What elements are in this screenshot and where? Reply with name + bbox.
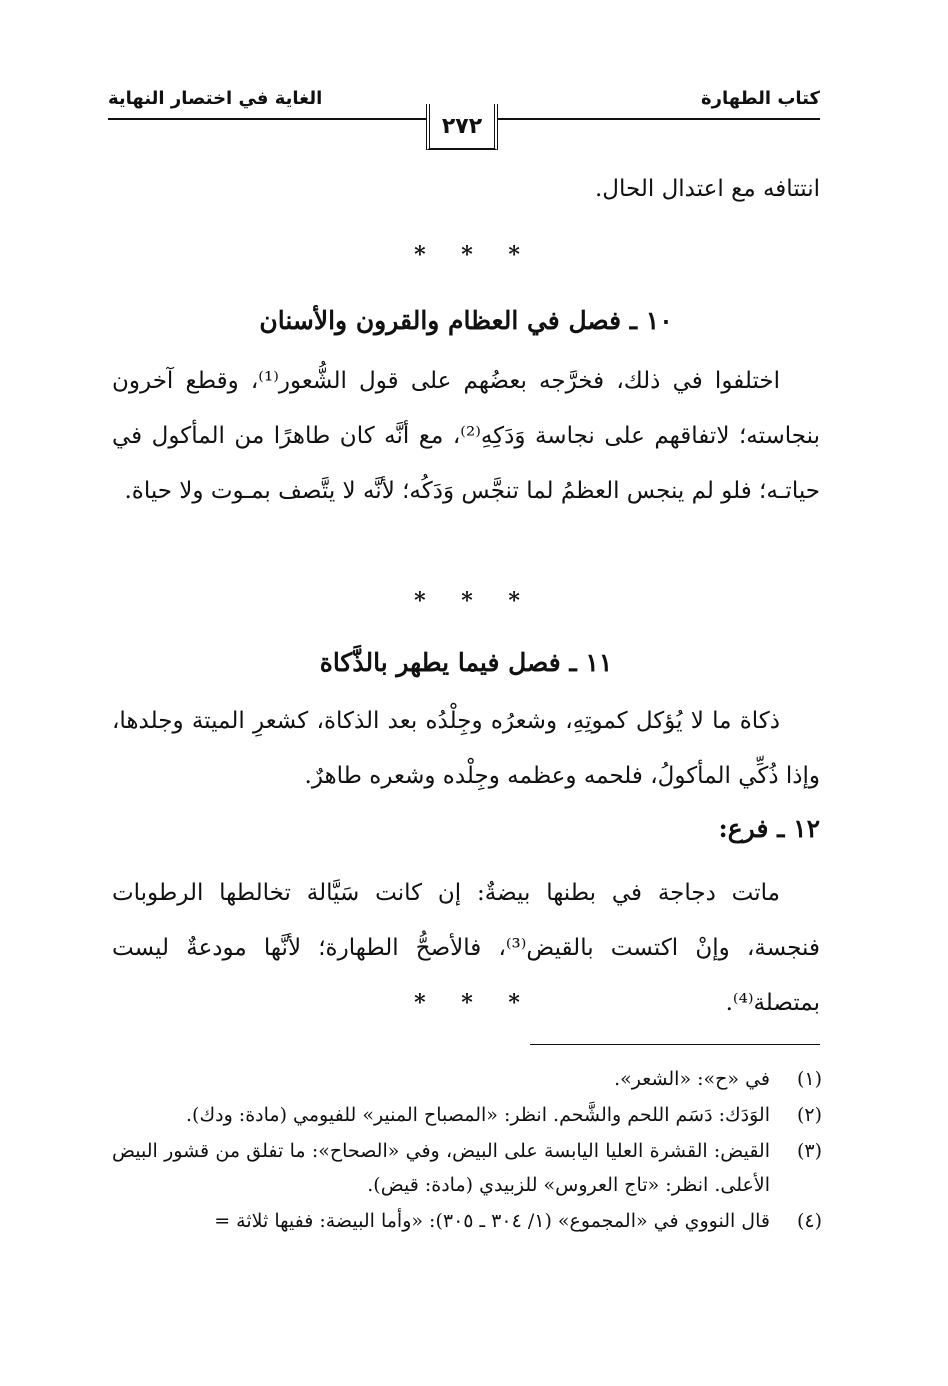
footnote: [112, 1098, 822, 1132]
running-title: الغاية في اختصار النهاية: [108, 88, 323, 109]
footnotes: [112, 1062, 822, 1240]
section-separator: * * *: [414, 588, 534, 614]
footnote-text: قال النووي في «المجموع» (١/ ٣٠٤ ـ ٣٠٥): «وأما البيضة: ففيها ثلاثة =: [214, 1210, 770, 1232]
footnote-text: في «ح»: «الشعر».: [614, 1068, 770, 1090]
section-12-heading: ١٢ ـ فرع:: [718, 814, 820, 843]
footnote-number: (٢): [796, 1104, 822, 1126]
footnote: [112, 1134, 822, 1202]
section-separator: * * *: [414, 990, 534, 1016]
book-title: كتاب الطهارة: [700, 88, 820, 109]
section-separator: * * *: [414, 242, 534, 268]
section-12-paragraph: ماتت دجاجة في بطنها بيضةٌ: إن كانت سَيَّالة تخالطها الرطوبات فنجسة، وإنْ اكتست بالقيض⁽³⁾، فالأصحُّ الطهارة؛ لأنَّها مودعةٌ ليست بمتصلة⁽⁴⁾.: [112, 880, 820, 1016]
page-number: ٢٧٢: [441, 113, 483, 139]
page-number-frame: [426, 104, 498, 150]
footnote-rule: [530, 1044, 820, 1045]
opening-line: انتتافه مع اعتدال الحال.: [594, 176, 820, 202]
footnote-text: الوَدَك: دَسَم اللحم والشَّحم. انظر: «المصباح المنير» للفيومي (مادة: ودك).: [186, 1104, 770, 1126]
section-10-paragraph: اختلفوا في ذلك، فخرَّجه بعضُهم على قول الشُّعور⁽¹⁾، وقطع آخرون بنجاسته؛ لاتفاقهم على نجاسة وَدَكِهِ⁽²⁾، مع أنَّه كان طاهرًا من المأكول في حياتـه؛ فلو لم ينجس العظمُ لما تنجَّس وَدَكُه؛ لأنَّه لا يتَّصف بمـوت ولا حياة.: [112, 368, 820, 504]
footnote: [112, 1062, 822, 1096]
footnote-number: (٣): [796, 1140, 822, 1162]
footnote-number: (٤): [796, 1210, 822, 1232]
footnote-text: القيض: القشرة العليا اليابسة على البيض، وفي «الصحاح»: ما تفلق من قشور البيض الأعلى. انظر: «تاج العروس» للزبيدي (مادة: قيض).: [112, 1140, 770, 1196]
section-11-paragraph: ذكاة ما لا يُؤكل كموتِهِ، وشعرُه وجِلْدُه بعد الذكاة، كشعرِ الميتة وجلدها، وإذا ذُكِّي المأكولُ، فلحمه وعظمه وجِلْده وشعره طاهرٌ.: [112, 708, 820, 789]
footnote: [112, 1204, 822, 1238]
footnote-number: (١): [796, 1068, 822, 1090]
section-11-heading: ١١ ـ فصل فيما يطهر بالذَّكاة: [319, 648, 613, 677]
section-10-heading: ١٠ ـ فصل في العظام والقرون والأسنان: [259, 306, 673, 335]
